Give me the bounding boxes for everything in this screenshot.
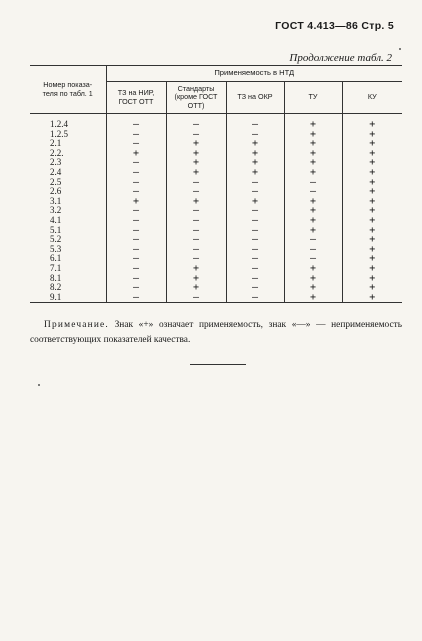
row-number: 1.2.5 [50, 128, 68, 139]
applicability-mark: + [166, 168, 226, 178]
applicability-mark: — [106, 130, 166, 140]
row-number: 8.1 [50, 272, 62, 283]
table-row [30, 235, 402, 245]
table-row [30, 226, 402, 236]
applicability-mark: — [226, 283, 284, 293]
applicability-mark: — [106, 226, 166, 236]
row-number: 8.2 [50, 282, 62, 293]
applicability-mark: + [166, 274, 226, 284]
applicability-mark: — [106, 178, 166, 188]
applicability-mark: + [342, 178, 402, 188]
table-row [30, 254, 402, 264]
table-row [30, 168, 402, 178]
applicability-mark: + [166, 149, 226, 159]
column-header: ТУ [284, 82, 342, 114]
applicability-mark: + [226, 158, 284, 168]
applicability-mark: — [106, 168, 166, 178]
applicability-mark: — [106, 158, 166, 168]
row-number: 3.2 [50, 205, 62, 216]
applicability-mark: + [342, 120, 402, 130]
applicability-mark: — [106, 120, 166, 130]
applicability-mark: + [106, 197, 166, 207]
applicability-mark: + [284, 130, 342, 140]
table-row [30, 149, 402, 159]
row-number: 2.3 [50, 157, 62, 168]
applicability-mark: + [342, 274, 402, 284]
applicability-mark: — [166, 254, 226, 264]
column-header: ТЗ на НИР, ГОСТ ОТТ [106, 82, 166, 114]
row-number: 2.6 [50, 186, 62, 197]
applicability-mark: + [284, 120, 342, 130]
table-caption: Продолжение табл. 2 [289, 52, 392, 64]
applicability-mark: + [342, 216, 402, 226]
table-row [30, 283, 402, 293]
row-number: 5.3 [50, 243, 62, 254]
applicability-mark: + [342, 283, 402, 293]
applicability-mark: + [284, 139, 342, 149]
applicability-mark: — [226, 120, 284, 130]
applicability-mark: + [342, 293, 402, 303]
applicability-mark: — [106, 245, 166, 255]
table-row [30, 120, 402, 130]
applicability-mark: + [284, 158, 342, 168]
row-number: 7.1 [50, 262, 62, 273]
page-header: ГОСТ 4.413—86 Стр. 5 [275, 20, 394, 32]
applicability-mark: + [284, 216, 342, 226]
row-number-header: Номер показа-теля по табл. 1 [30, 66, 106, 114]
row-number: 2.4 [50, 166, 62, 177]
applicability-mark: — [284, 254, 342, 264]
row-number: 6.1 [50, 253, 62, 264]
applicability-mark: + [226, 197, 284, 207]
applicability-mark: + [226, 149, 284, 159]
table-row [30, 139, 402, 149]
applicability-mark: — [106, 264, 166, 274]
applicability-mark: — [226, 245, 284, 255]
table-row [30, 206, 402, 216]
applicability-mark: + [342, 245, 402, 255]
table-row [30, 245, 402, 255]
applicability-mark: — [166, 245, 226, 255]
applicability-mark: + [342, 197, 402, 207]
ntd-group-header: Применяемость в НТД [106, 66, 402, 82]
table-row [30, 264, 402, 274]
applicability-mark: — [226, 293, 284, 303]
table-body [30, 114, 402, 303]
table-row [30, 130, 402, 140]
table-row [30, 274, 402, 284]
applicability-mark: + [284, 149, 342, 159]
table-row [30, 158, 402, 168]
applicability-mark: + [342, 187, 402, 197]
applicability-mark: + [166, 158, 226, 168]
applicability-mark: — [226, 187, 284, 197]
applicability-mark: + [284, 226, 342, 236]
applicability-mark: + [342, 235, 402, 245]
applicability-mark: + [166, 283, 226, 293]
applicability-mark: + [166, 139, 226, 149]
applicability-mark: + [284, 197, 342, 207]
applicability-mark: — [226, 216, 284, 226]
applicability-mark: + [284, 274, 342, 284]
applicability-table [30, 65, 402, 303]
applicability-mark: — [284, 187, 342, 197]
applicability-mark: — [106, 187, 166, 197]
table-row [30, 178, 402, 188]
applicability-mark: + [226, 139, 284, 149]
row-number: 2.5 [50, 176, 62, 187]
column-header: ТЗ на ОКР [226, 82, 284, 114]
applicability-mark: + [342, 206, 402, 216]
applicability-mark: + [342, 139, 402, 149]
footnote-text: Знак «+» означает применяемость, знак «—» — неприменяемость соответствующих показателей качества. [30, 320, 403, 345]
row-number: 5.1 [50, 224, 62, 235]
applicability-mark: — [226, 254, 284, 264]
row-number: 4.1 [50, 214, 62, 225]
row-number: 2.1 [50, 138, 62, 149]
applicability-mark: + [106, 149, 166, 159]
applicability-mark: + [342, 168, 402, 178]
applicability-mark: + [284, 206, 342, 216]
applicability-mark: — [166, 178, 226, 188]
row-number: 9.1 [30, 293, 106, 303]
applicability-mark: — [166, 216, 226, 226]
applicability-mark: — [106, 254, 166, 264]
applicability-mark: + [342, 264, 402, 274]
applicability-mark: — [226, 235, 284, 245]
applicability-mark: — [226, 226, 284, 236]
applicability-mark: + [284, 168, 342, 178]
applicability-mark: — [166, 187, 226, 197]
applicability-mark: — [284, 178, 342, 188]
applicability-mark: + [226, 168, 284, 178]
applicability-mark: — [226, 130, 284, 140]
applicability-mark: + [342, 226, 402, 236]
row-number: 2.2. [50, 147, 64, 158]
applicability-mark: — [226, 178, 284, 188]
applicability-mark: + [166, 264, 226, 274]
row-number: 5.2 [50, 234, 62, 245]
applicability-mark: — [226, 274, 284, 284]
applicability-mark: — [106, 274, 166, 284]
applicability-mark: + [342, 130, 402, 140]
applicability-mark: + [342, 149, 402, 159]
applicability-mark: + [166, 197, 226, 207]
applicability-mark: — [166, 120, 226, 130]
applicability-mark: + [342, 158, 402, 168]
table-row [30, 216, 402, 226]
applicability-mark: + [284, 283, 342, 293]
applicability-mark: — [226, 264, 284, 274]
applicability-mark: — [106, 283, 166, 293]
column-header: КУ [342, 82, 402, 114]
column-header: Стандарты (кроме ГОСТ ОТТ) [166, 82, 226, 114]
applicability-mark: — [226, 206, 284, 216]
applicability-mark: + [342, 254, 402, 264]
applicability-mark: — [106, 216, 166, 226]
applicability-mark: — [106, 293, 166, 303]
applicability-mark: — [106, 235, 166, 245]
footnote [30, 318, 402, 348]
applicability-mark: — [166, 130, 226, 140]
footnote-lead: Примечание. [44, 320, 109, 330]
applicability-mark: — [166, 206, 226, 216]
applicability-mark: + [284, 264, 342, 274]
applicability-mark: — [106, 139, 166, 149]
scan-speck [399, 48, 401, 50]
applicability-mark: — [166, 235, 226, 245]
row-number: 3.1 [50, 195, 62, 206]
applicability-mark: — [284, 235, 342, 245]
table-row [30, 197, 402, 207]
end-rule [190, 364, 246, 365]
applicability-mark: — [284, 245, 342, 255]
applicability-mark: + [284, 293, 342, 303]
table-row [30, 187, 402, 197]
applicability-mark: — [106, 206, 166, 216]
applicability-mark: — [166, 226, 226, 236]
scan-speck [38, 384, 40, 386]
applicability-mark: — [166, 293, 226, 303]
table-row [30, 293, 402, 303]
row-number: 1.2.4 [50, 119, 68, 129]
